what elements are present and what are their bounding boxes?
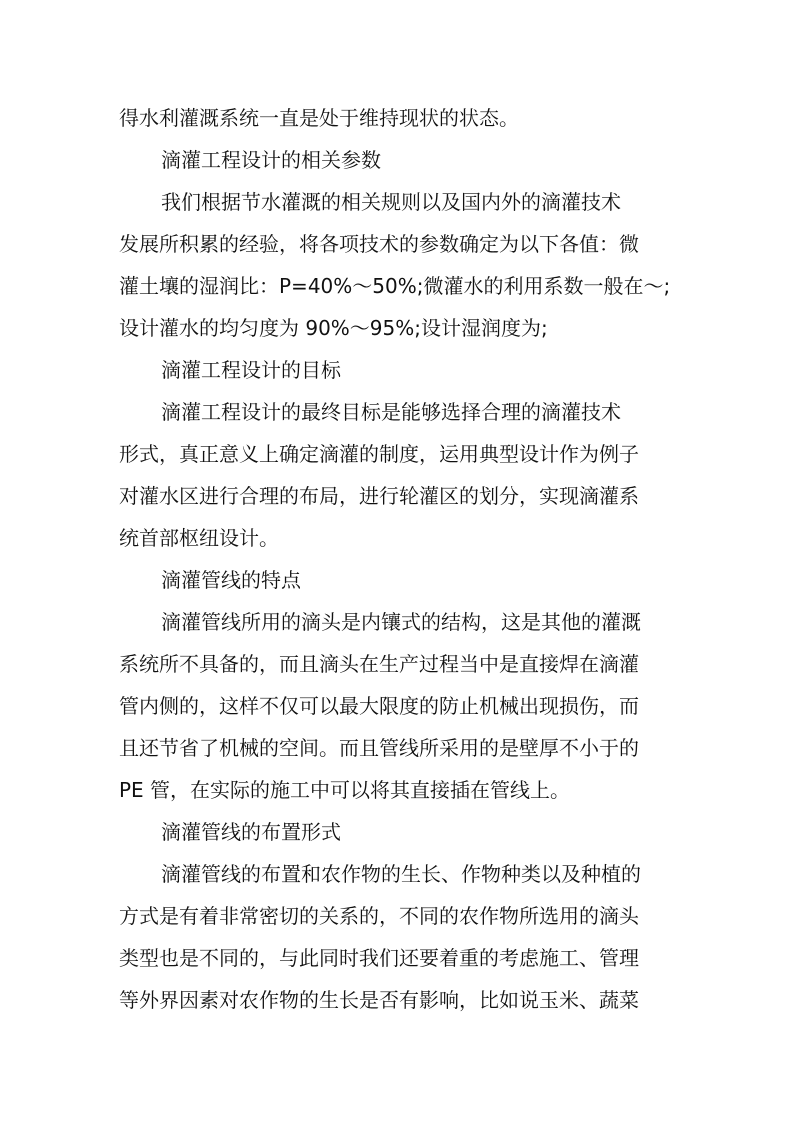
text-line: 得水利灌溉系统一直是处于维持现状的状态。 [119,106,519,130]
text-line: 滴灌管线所用的滴头是内镶式的结构，这是其他的灌溉 [161,610,641,634]
text-line: 灌土壤的湿润比：P=40%～50%;微灌水的利用系数一般在～; [119,274,671,298]
text-line: 类型也是不同的，与此同时我们还要着重的考虑施工、管理 [119,946,639,970]
section-heading: 滴灌管线的特点 [161,568,301,592]
text-line: 等外界因素对农作物的生长是否有影响，比如说玉米、蔬菜 [119,988,639,1012]
text-line: 管内侧的，这样不仅可以最大限度的防止机械出现损伤，而 [119,694,639,718]
section-heading: 滴灌管线的布置形式 [161,820,341,844]
text-line: 形式，真正意义上确定滴灌的制度，运用典型设计作为例子 [119,442,639,466]
text-line: 方式是有着非常密切的关系的，不同的农作物所选用的滴头 [119,904,639,928]
text-line: 设计灌水的均匀度为 90%～95%;设计湿润度为; [119,316,548,340]
text-line: 滴灌工程设计的最终目标是能够选择合理的滴灌技术 [161,400,621,424]
text-line: 系统所不具备的，而且滴头在生产过程当中是直接焊在滴灌 [119,652,639,676]
text-line: PE 管，在实际的施工中可以将其直接插在管线上。 [119,778,571,802]
text-line: 统首部枢纽设计。 [119,526,279,550]
text-line: 我们根据节水灌溉的相关规则以及国内外的滴灌技术 [161,190,621,214]
text-line: 发展所积累的经验，将各项技术的参数确定为以下各值：微 [119,232,639,256]
section-heading: 滴灌工程设计的目标 [161,358,341,382]
text-line: 滴灌管线的布置和农作物的生长、作物种类以及种植的 [161,862,641,886]
text-line: 且还节省了机械的空间。而且管线所采用的是壁厚不小于的 [119,736,639,760]
text-line: 对灌水区进行合理的布局，进行轮灌区的划分，实现滴灌系 [119,484,639,508]
section-heading: 滴灌工程设计的相关参数 [161,148,381,172]
